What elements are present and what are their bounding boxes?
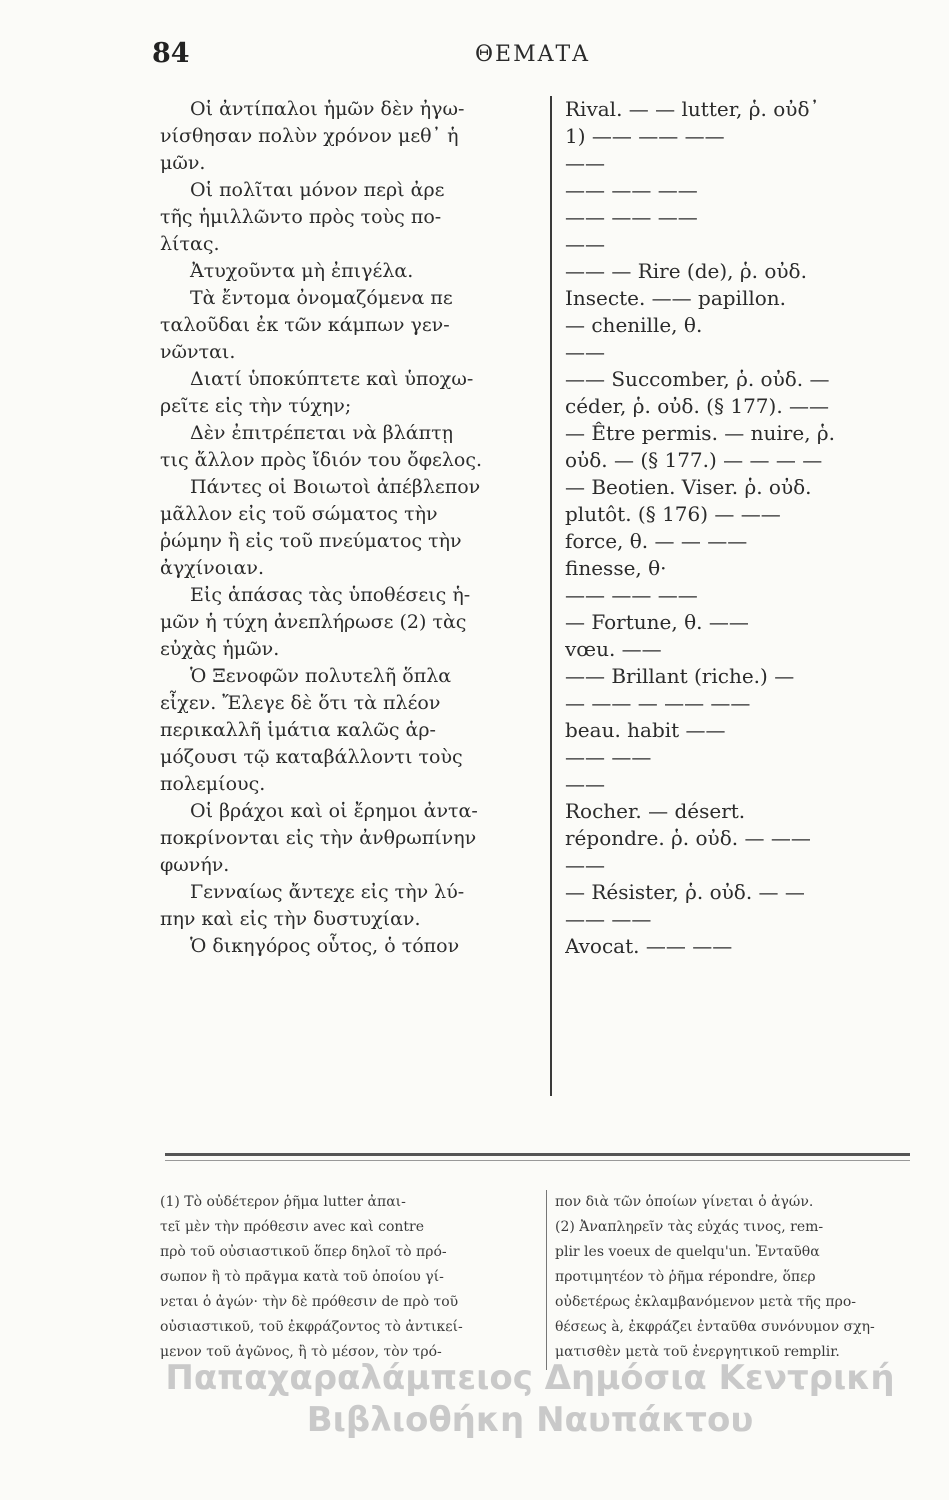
greek-text-line: ρεῖτε εἰς τὴν τύχην; bbox=[160, 395, 352, 417]
french-text-line: céder, ῥ. οὐδ. (§ 177). —— bbox=[565, 394, 830, 418]
greek-text-line: φωνήν. bbox=[160, 854, 230, 876]
greek-text-line: Διατί ὑποκύπτετε καὶ ὑποχω- bbox=[190, 368, 474, 390]
greek-text-line: Ὁ δικηγόρος οὗτος, ὁ τόπον bbox=[190, 935, 460, 957]
greek-text-line: νῶνται. bbox=[160, 341, 236, 363]
french-text-line: —— — Rire (de), ῥ. οὐδ. bbox=[565, 259, 807, 283]
french-text-line: —— bbox=[565, 232, 605, 256]
greek-text-line: πην καὶ εἰς τὴν δυστυχίαν. bbox=[160, 908, 421, 930]
french-text-line: finesse, θ· bbox=[565, 556, 667, 580]
footnote-line: μενον τοῦ ἀγῶνος, ἢ τὸ μέσον, τὸν τρό- bbox=[160, 1344, 442, 1360]
french-text-line: plutôt. (§ 176) — —— bbox=[565, 502, 781, 526]
greek-text-line: Δὲν ἐπιτρέπεται νὰ βλάπτῃ bbox=[190, 422, 453, 444]
french-text-line: 1) —— —— —— bbox=[565, 124, 725, 148]
footnote-line: πον διὰ τῶν ὁποίων γίνεται ὁ ἀγών. bbox=[555, 1194, 814, 1210]
greek-text-line: λίτας. bbox=[160, 233, 220, 255]
french-text-line: — chenille, θ. bbox=[565, 313, 703, 337]
french-text-line: —— —— —— bbox=[565, 178, 698, 202]
french-text-line: — Être permis. — nuire, ῥ. bbox=[565, 421, 836, 445]
french-text-line: Avocat. —— —— bbox=[565, 934, 733, 958]
french-text-line: —— —— —— bbox=[565, 583, 698, 607]
greek-text-line: εἶχεν. Ἔλεγε δὲ ὅτι τὰ πλέον bbox=[160, 692, 441, 714]
footnote-line: πρὸ τοῦ οὐσιαστικοῦ ὅπερ δηλοῖ τὸ πρό- bbox=[160, 1244, 447, 1260]
french-text-line: —— Succomber, ῥ. οὐδ. — bbox=[565, 367, 830, 391]
french-text-line: —— —— bbox=[565, 745, 652, 769]
greek-text-line: Οἱ πολῖται μόνον περὶ ἀρε bbox=[190, 179, 445, 201]
greek-text-line: ἀγχίνοιαν. bbox=[160, 557, 265, 579]
greek-text-line: Ὁ Ξενοφῶν πολυτελῆ ὅπλα bbox=[190, 665, 452, 687]
greek-text-line: Τὰ ἔντομα ὀνομαζόμενα πε bbox=[190, 287, 453, 309]
greek-text-line: τις ἄλλον πρὸς ἴδιόν του ὄφελος. bbox=[160, 449, 483, 471]
footnote-rule-thin bbox=[165, 1160, 910, 1161]
column-divider bbox=[550, 96, 552, 1096]
greek-text-line: Γενναίως ἄντεχε εἰς τὴν λύ- bbox=[190, 881, 465, 903]
greek-text-line: ταλοῦδαι ἐκ τῶν κάμπων γεν- bbox=[160, 314, 450, 336]
footnotes-right bbox=[555, 1190, 915, 1365]
french-text-line: force, θ. — — —— bbox=[565, 529, 748, 553]
footnote-line: οὐδετέρως ἐκλαμβανόμενον μετὰ τῆς προ- bbox=[555, 1294, 856, 1310]
french-text-line: —— —— bbox=[565, 907, 652, 931]
page-number: 84 bbox=[152, 38, 190, 69]
french-text-line: —— —— —— bbox=[565, 205, 698, 229]
footnote-line: προτιμητέον τὸ ῥῆμα répondre, ὅπερ bbox=[555, 1269, 816, 1285]
french-text-line: Rocher. — désert. bbox=[565, 799, 746, 823]
greek-column bbox=[160, 96, 542, 960]
french-text-line: — —— — —— —— bbox=[565, 691, 751, 715]
greek-text-line: Εἰς ἁπάσας τὰς ὑποθέσεις ἡ- bbox=[190, 584, 471, 606]
footnote-line: οὐσιαστικοῦ, τοῦ ἐκφράζοντος τὸ ἀντικεί- bbox=[160, 1319, 463, 1335]
greek-text-line: περικαλλῆ ἱμάτια καλῶς ἁρ- bbox=[160, 719, 436, 741]
greek-text-line: μόζουσι τῷ καταβάλλοντι τοὺς bbox=[160, 746, 463, 768]
running-head: ΘΕΜΑΤΑ bbox=[475, 42, 591, 67]
greek-text-line: μῶν ἡ τύχη ἀνεπλήρωσε (2) τὰς bbox=[160, 611, 467, 633]
greek-text-line: πολεμίους. bbox=[160, 773, 266, 795]
french-text-line: —— bbox=[565, 772, 605, 796]
french-text-line: —— bbox=[565, 151, 605, 175]
french-text-line: — Beotien. Viser. ῥ. οὐδ. bbox=[565, 475, 812, 499]
footnote-rule bbox=[165, 1153, 910, 1156]
greek-text-line: ῥώμην ἢ εἰς τοῦ πνεύματος τὴν bbox=[160, 530, 462, 552]
french-text-line: Rival. — — lutter, ῥ. οὐδ᾽ bbox=[565, 97, 820, 121]
french-text-line: —— Brillant (riche.) — bbox=[565, 664, 795, 688]
greek-text-line: εὐχὰς ἡμῶν. bbox=[160, 638, 280, 660]
greek-text-line: τῆς ἡμιλλῶντο πρὸς τοὺς πο- bbox=[160, 206, 442, 228]
greek-text-line: μῶν. bbox=[160, 152, 206, 174]
footnote-line: θέσεως à, ἐκφράζει ἐνταῦθα συνόνυμον σχη- bbox=[555, 1319, 875, 1335]
footnote-line: τεῖ μὲν τὴν πρόθεσιν avec καὶ contre bbox=[160, 1219, 425, 1235]
footnote-line: ματισθὲν μετὰ τοῦ ἐνεργητικοῦ remplir. bbox=[555, 1344, 840, 1360]
greek-text-line: Οἱ βράχοι καὶ οἱ ἔρημοι ἀντα- bbox=[190, 800, 478, 822]
french-text-line: — Résister, ῥ. οὐδ. — — bbox=[565, 880, 805, 904]
french-text-line: —— bbox=[565, 340, 605, 364]
footnote-line: (2) Ἀναπληρεῖν τὰς εὐχάς τινος, rem- bbox=[555, 1219, 824, 1235]
greek-text-line: Οἱ ἀντίπαλοι ἡμῶν δὲν ἠγω- bbox=[190, 98, 465, 120]
greek-text-line: Πάντες οἱ Βοιωτοὶ ἀπέβλεπον bbox=[190, 476, 481, 498]
french-text-line: répondre. ῥ. οὐδ. — —— bbox=[565, 826, 811, 850]
footnotes-left bbox=[160, 1190, 540, 1365]
french-text-line: Insecte. —— papillon. bbox=[565, 286, 787, 310]
french-text-line: beau. habit —— bbox=[565, 718, 726, 742]
greek-text-line: Ἀτυχοῦντα μὴ ἐπιγέλα. bbox=[190, 260, 414, 282]
greek-text-line: ποκρίνονται εἰς τὴν ἀνθρωπίνην bbox=[160, 827, 477, 849]
footnote-line: σωπον ἢ τὸ πρᾶγμα κατὰ τοῦ ὁποίου γί- bbox=[160, 1269, 444, 1285]
french-text-line: — Fortune, θ. —— bbox=[565, 610, 749, 634]
french-text-line: οὐδ. — (§ 177.) — — — — bbox=[565, 448, 823, 472]
footnote-divider bbox=[546, 1190, 547, 1370]
greek-text-line: νίσθησαν πολὺν χρόνον μεθ᾽ ἡ bbox=[160, 125, 459, 147]
library-watermark-line-1: Παπαχαραλάμπειος Δημόσια Κεντρική bbox=[165, 1358, 895, 1398]
footnote-line: plir les voeux de quelqu'un. Ἐνταῦθα bbox=[555, 1244, 820, 1260]
french-text-line: vœu. —— bbox=[565, 637, 662, 661]
library-watermark-line-2: Βιβλιοθήκη Ναυπάκτου bbox=[306, 1400, 754, 1440]
footnote-line: νεται ὁ ἀγών· τὴν δὲ πρόθεσιν de πρὸ τοῦ bbox=[160, 1294, 459, 1310]
footnote-line: (1) Τὸ οὐδέτερον ῥῆμα lutter ἀπαι- bbox=[160, 1194, 406, 1210]
french-text-line: —— bbox=[565, 853, 605, 877]
french-column bbox=[565, 96, 910, 960]
greek-text-line: μᾶλλον εἰς τοῦ σώματος τὴν bbox=[160, 503, 438, 525]
